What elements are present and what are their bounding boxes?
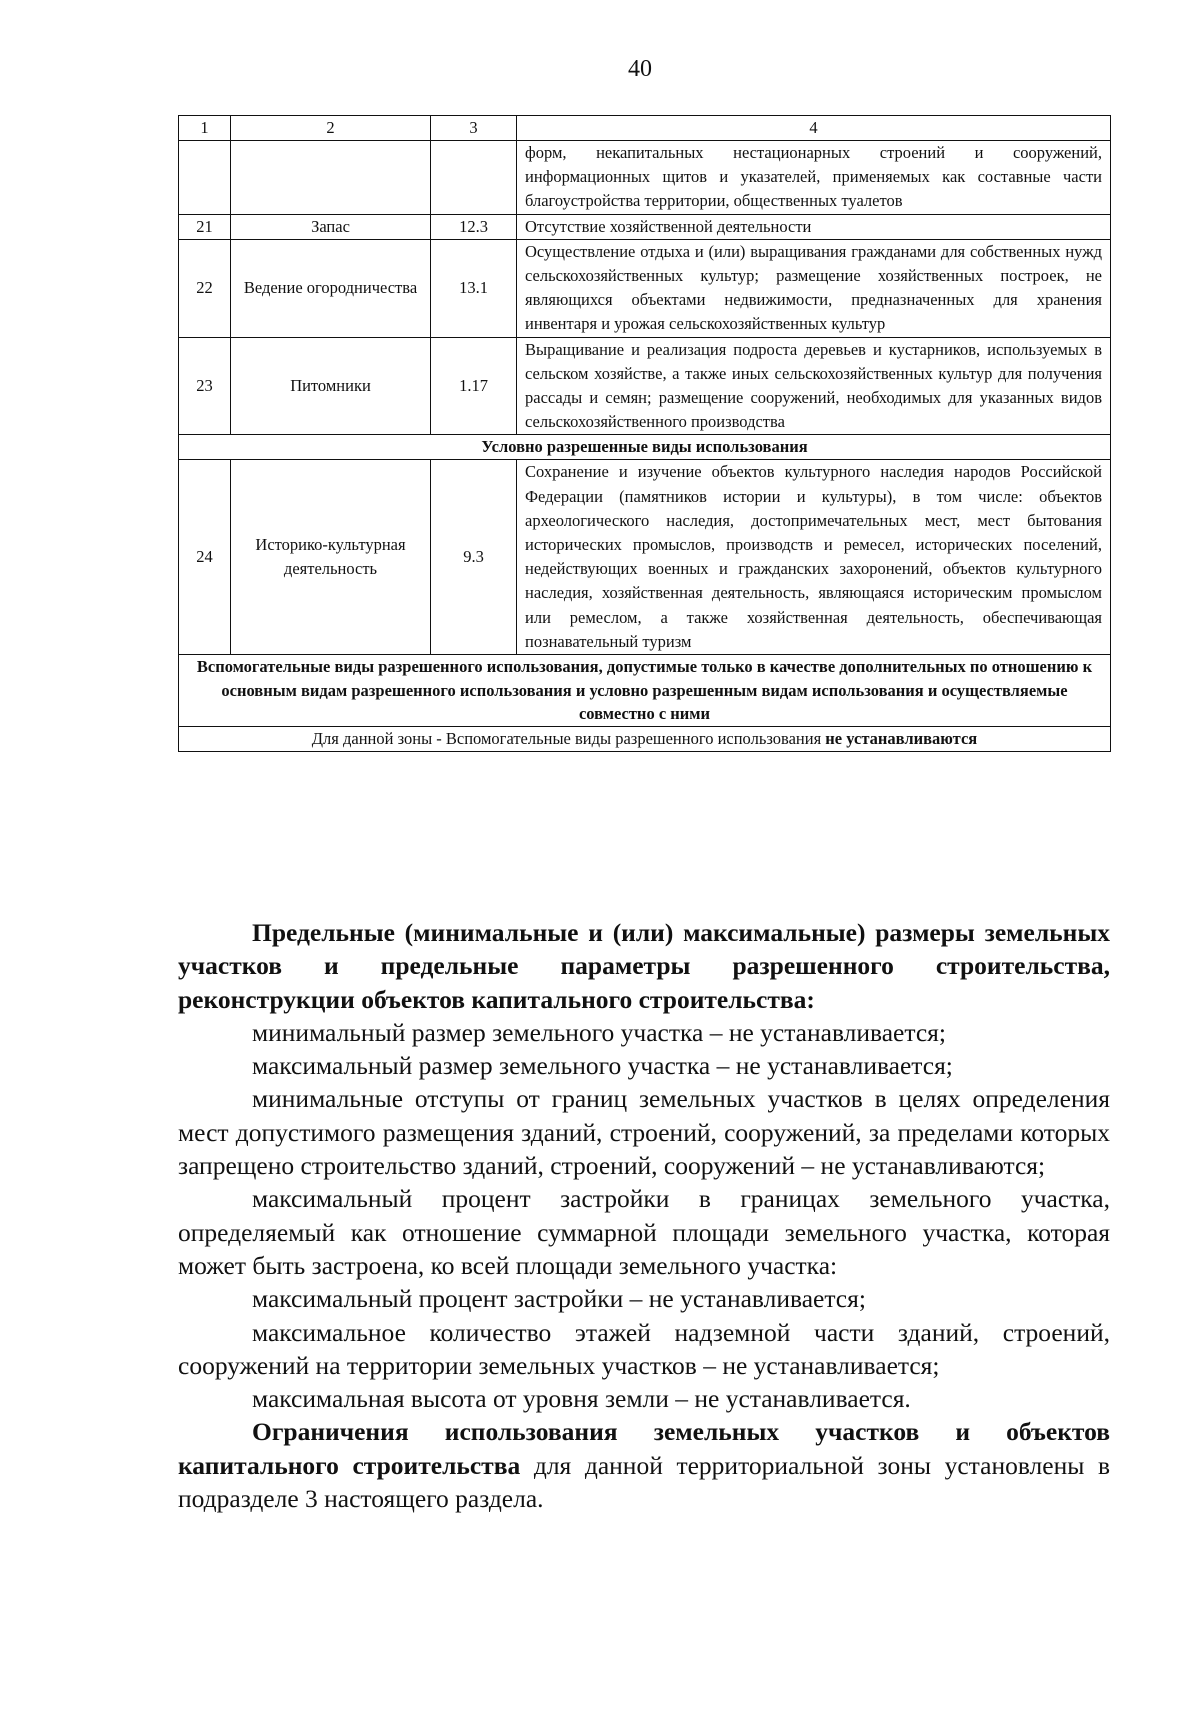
use-description: Осуществление отдыха и (или) выращивания гражданами для собственных нужд сельскохозяйственных культур; размещение хозяйственных построек, не являющихся объектами недвижимости, предназначенных для хранения инвентаря и урожая сельскохозяйственных культур [517,239,1111,337]
parameter-item: минимальные отступы от границ земельных участков в целях определения мест допустимого размещения зданий, строений, сооружений, за пределами которых запрещено строительство зданий, строений, сооружений – не устанавливаются; [178,1084,1110,1181]
use-name: Запас [231,214,431,239]
row-number: 24 [179,460,231,655]
use-name: Историко-культурная деятельность [231,460,431,655]
auxiliary-note [179,726,1111,751]
regulations-text [178,916,1110,1515]
continuation-text: форм, некапитальных нестационарных строений и сооружений, информационных щитов и указателей, применяемых как составные части благоустройства территории, общественных туалетов [517,141,1111,215]
parameter-item: максимальная высота от уровня земли – не устанавливается. [252,1384,911,1414]
row-number: 21 [179,214,231,239]
table-row [179,337,1111,435]
use-code: 13.1 [431,239,517,337]
use-description: Отсутствие хозяйственной деятельности [517,214,1111,239]
note-row [179,726,1111,751]
use-description: Выращивание и реализация подроста деревьев и кустарников, используемых в сельском хозяйстве, а также иных сельскохозяйственных культур для получения рассады и семян; размещение сооружений, необходимых для указанных видов сельскохозяйственного производства [517,337,1111,435]
parameter-item: минимальный размер земельного участка – не устанавливается; [252,1017,946,1047]
use-name: Питомники [231,337,431,435]
table-row [179,214,1111,239]
parameter-item: максимальный размер земельного участка – не устанавливается; [252,1051,953,1081]
parameter-item: максимальный процент застройки – не устанавливается; [252,1284,866,1314]
land-use-table [178,115,1111,752]
use-code: 12.3 [431,214,517,239]
use-code: 9.3 [431,460,517,655]
parameters-heading: Предельные (минимальные и (или) максимальные) размеры земельных участков и предельные параметры разрешенного строительства, реконструкции объектов капитального строительства: [178,918,1110,1014]
auxiliary-note-text: Для данной зоны - Вспомогательные виды разрешенного использования [311,728,822,748]
table-row [179,141,1111,215]
table-header-row [179,116,1111,141]
row-number: 22 [179,239,231,337]
auxiliary-note-bold: не устанавливаются [825,728,978,748]
use-name: Ведение огородничества [231,239,431,337]
header-cell: 2 [231,116,431,141]
section-heading-row [179,655,1111,727]
use-description: Сохранение и изучение объектов культурного наследия народов Российской Федерации (памятников истории и культуры), в том числе: объектов археологического наследия, достопримечательных мест, мест бытования исторических промыслов, производств и ремесел, исторических поселений, недействующих военных и гражданских захоронений, объектов культурного наследия, хозяйственная деятельность, являющаяся историческим промыслом или ремеслом, а также хозяйственная деятельность, обеспечивающая познавательный туризм [517,460,1111,655]
restrictions-bold: Ограничения использования земельных участков и объектов капитального строительства [178,1417,1110,1480]
header-cell: 1 [179,116,231,141]
row-number: 23 [179,337,231,435]
table-row [179,460,1111,655]
table-row [179,239,1111,337]
conditional-uses-heading: Условно разрешенные виды использования [179,435,1111,460]
page-number: 40 [628,56,652,82]
section-heading-row [179,435,1111,460]
header-cell: 4 [517,116,1111,141]
use-code: 1.17 [431,337,517,435]
parameter-item: максимальное количество этажей надземной части зданий, строений, сооружений на территории земельных участков – не устанавливается; [178,1317,1110,1380]
parameter-item: максимальный процент застройки в границах земельного участка, определяемый как отношение суммарной площади земельного участка, которая может быть застроена, ко всей площади земельного участка: [178,1184,1110,1280]
header-cell: 3 [431,116,517,141]
auxiliary-uses-heading: Вспомогательные виды разрешенного использования, допустимые только в качестве дополнительных по отношению к основным видам разрешенного использования и условно разрешенным видам использования и осуществляемые совместно с ними [179,655,1111,727]
restrictions-rest: для данной территориальной зоны установлены в подразделе 3 настоящего раздела. [178,1450,1111,1514]
restrictions-paragraph [178,1415,1110,1515]
